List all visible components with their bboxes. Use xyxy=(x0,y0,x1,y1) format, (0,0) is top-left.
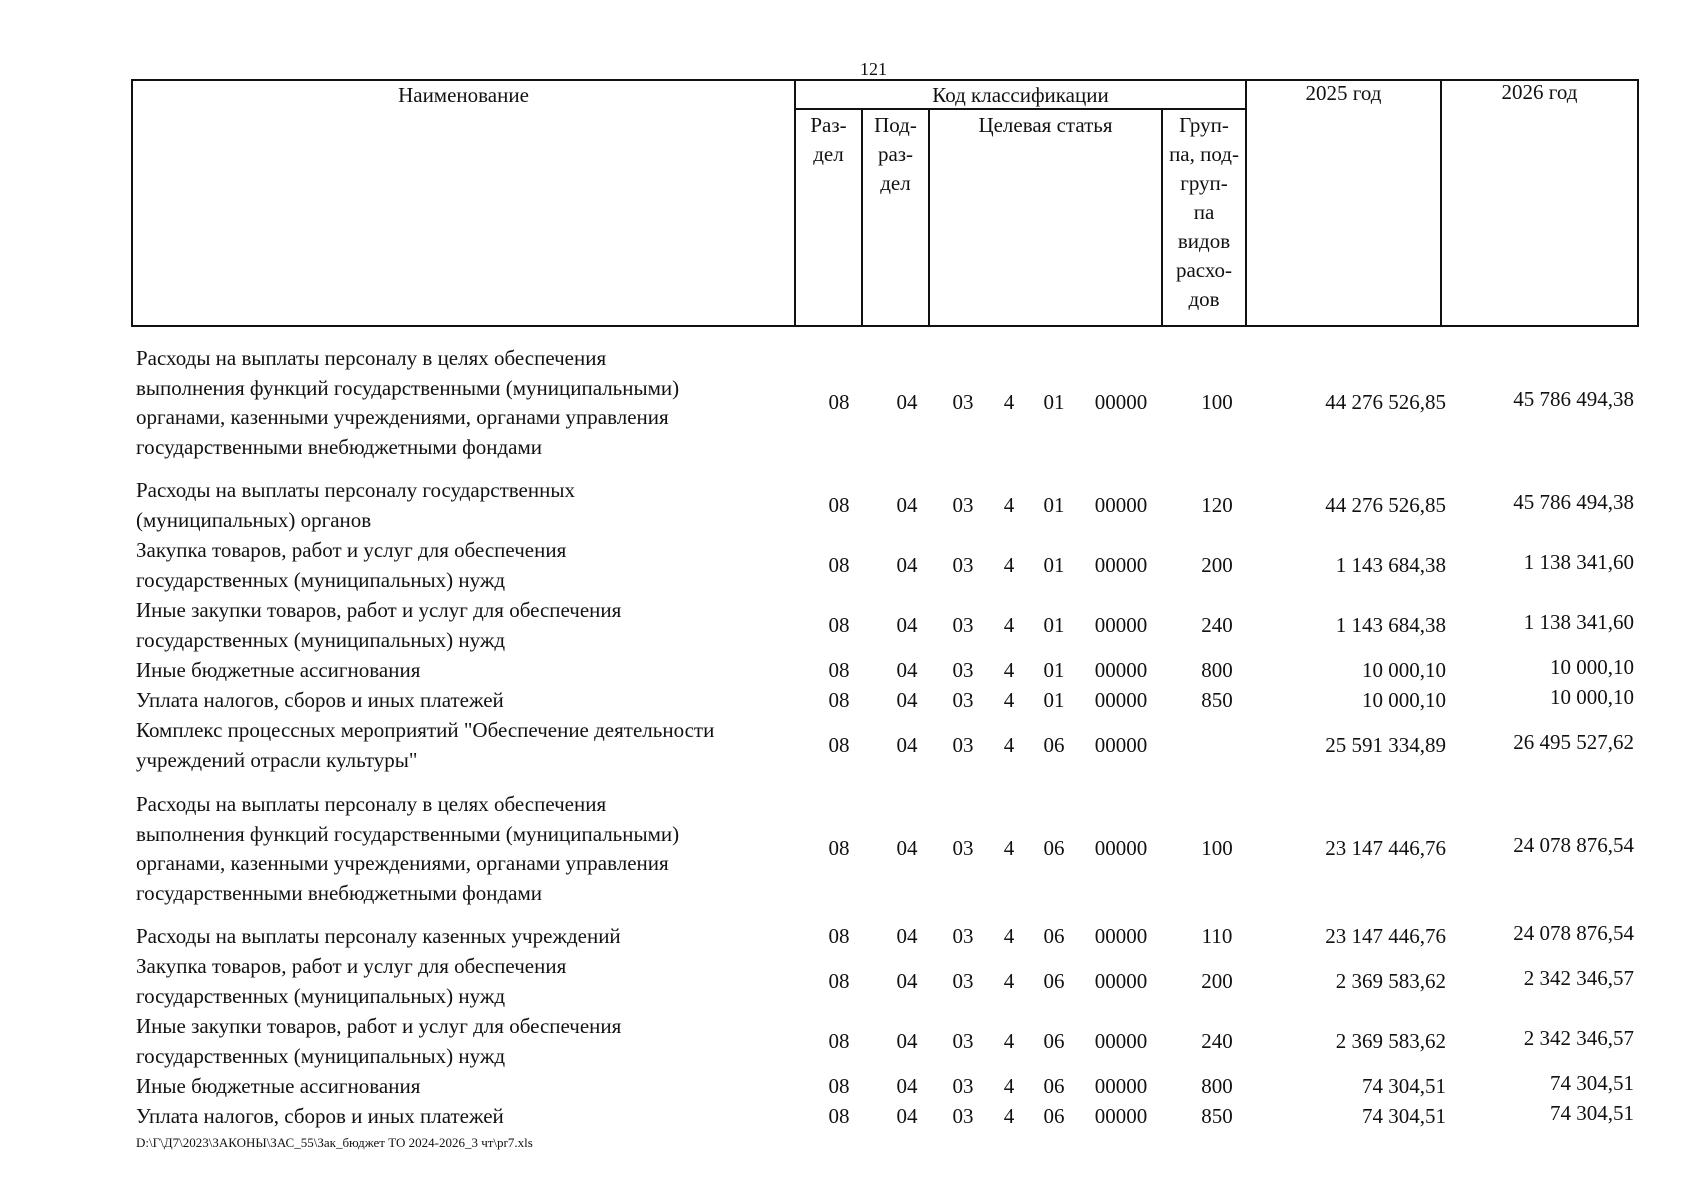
row-name xyxy=(136,952,796,1011)
divider xyxy=(928,109,930,325)
code-t3: 01 xyxy=(1043,612,1065,637)
code-t4: 00000 xyxy=(1094,836,1148,860)
row-name-line: Комплекс процессных мероприятий "Обеспечение деятельности xyxy=(136,718,715,742)
table-row xyxy=(136,922,1640,952)
code-t3: 06 xyxy=(1043,732,1065,757)
row-name xyxy=(136,344,796,462)
code-r: 08 xyxy=(828,390,850,414)
row-name-line: Расходы на выплаты персоналу казенных учреждений xyxy=(136,924,621,948)
header-podrazdel-line: дел xyxy=(880,171,911,195)
row-name-line: (муниципальных) органов xyxy=(136,507,372,532)
code-t1: 03 xyxy=(952,1103,974,1128)
row-name xyxy=(136,686,796,716)
row-name-line: государственными внебюджетными фондами xyxy=(136,434,543,459)
code-r: 08 xyxy=(828,836,850,860)
row-name-line: Расходы на выплаты персоналу государственных xyxy=(136,478,575,502)
code-t3: 01 xyxy=(1043,657,1065,682)
code-p: 04 xyxy=(896,923,918,948)
code-t1: 03 xyxy=(952,1073,974,1098)
amount-2025: 23 147 446,76 xyxy=(1325,836,1446,860)
code-t2: 4 xyxy=(1003,390,1015,414)
code-t1: 03 xyxy=(952,836,974,860)
row-name-line: Иные закупки товаров, работ и услуг для обеспечения xyxy=(136,1014,622,1038)
amount-2025: 2 369 583,62 xyxy=(1335,968,1446,993)
row-name xyxy=(136,596,796,655)
row-name-line: Уплата налогов, сборов и иных платежей xyxy=(136,1104,504,1128)
row-name-line: органами, казенными учреждениями, органами управления xyxy=(136,851,669,875)
code-p: 04 xyxy=(896,657,918,682)
amount-2026: 2 342 346,57 xyxy=(1523,965,1634,990)
code-p: 04 xyxy=(896,1073,918,1098)
code-t2: 4 xyxy=(1003,836,1015,860)
code-t2: 4 xyxy=(1003,732,1015,757)
code-t1: 03 xyxy=(952,1028,974,1053)
row-name xyxy=(136,1012,796,1071)
code-t4: 00000 xyxy=(1094,552,1148,577)
code-t4: 00000 xyxy=(1094,968,1148,993)
code-t4: 00000 xyxy=(1094,923,1148,948)
table-row xyxy=(136,790,1640,908)
amount-2026: 24 078 876,54 xyxy=(1513,920,1634,945)
row-name-line: государственных (муниципальных) нужд xyxy=(136,567,506,592)
row-name-line: выполнения функций государственными (муниципальными) xyxy=(136,821,680,846)
table-row xyxy=(136,1072,1640,1102)
table-row xyxy=(136,686,1640,716)
code-t1: 03 xyxy=(952,492,974,517)
code-t1: 03 xyxy=(952,687,974,712)
amount-2026: 1 138 341,60 xyxy=(1523,609,1634,634)
row-name xyxy=(136,790,796,908)
table-row xyxy=(136,656,1640,686)
row-name-line: Иные бюджетные ассигнования xyxy=(136,1074,421,1098)
code-r: 08 xyxy=(828,657,850,682)
table-row xyxy=(136,1102,1640,1132)
header-podrazdel xyxy=(863,111,928,198)
header-podrazdel-line: раз- xyxy=(877,142,914,166)
code-r: 08 xyxy=(828,492,850,517)
footer-file-path: D:\Г\Д7\2023\ЗАКОНЫ\ЗАС_55\Зак_бюджет ТО 2024-2026_3 чт\pr7.xls xyxy=(136,1135,533,1150)
row-name-line: государственных (муниципальных) нужд xyxy=(136,983,506,1008)
code-g: 850 xyxy=(1201,1103,1233,1128)
code-t2: 4 xyxy=(1003,687,1015,712)
amount-2026: 74 304,51 xyxy=(1550,1100,1634,1125)
code-r: 08 xyxy=(828,612,850,637)
code-t3: 06 xyxy=(1043,968,1065,993)
code-g: 100 xyxy=(1201,836,1233,860)
header-group-line: па xyxy=(1193,200,1215,224)
row-name-line: Расходы на выплаты персоналу в целях обеспечения xyxy=(136,792,607,816)
code-t2: 4 xyxy=(1003,1103,1015,1128)
row-name-line: государственных (муниципальных) нужд xyxy=(136,1043,506,1068)
header-group-line: расхо- xyxy=(1175,258,1233,282)
amount-2026: 45 786 494,38 xyxy=(1513,387,1634,411)
amount-2026: 24 078 876,54 xyxy=(1513,833,1634,857)
table-row xyxy=(136,596,1640,655)
row-name-line: государственными внебюджетными фондами xyxy=(136,880,543,905)
amount-2025: 23 147 446,76 xyxy=(1325,923,1446,948)
code-t3: 06 xyxy=(1043,1103,1065,1128)
code-t1: 03 xyxy=(952,612,974,637)
code-t1: 03 xyxy=(952,968,974,993)
code-t2: 4 xyxy=(1003,923,1015,948)
code-t3: 06 xyxy=(1043,1073,1065,1098)
table-row xyxy=(136,952,1640,1011)
code-t2: 4 xyxy=(1003,1073,1015,1098)
code-p: 04 xyxy=(896,732,918,757)
header-razdel xyxy=(796,111,861,169)
code-t2: 4 xyxy=(1003,968,1015,993)
code-t4: 00000 xyxy=(1094,657,1148,682)
amount-2026: 1 138 341,60 xyxy=(1523,549,1634,574)
code-g: 800 xyxy=(1201,1073,1233,1098)
table-row xyxy=(136,716,1640,775)
code-g: 240 xyxy=(1201,1028,1233,1053)
code-t2: 4 xyxy=(1003,552,1015,577)
code-t1: 03 xyxy=(952,923,974,948)
amount-2025: 1 143 684,38 xyxy=(1335,552,1446,577)
code-t1: 03 xyxy=(952,657,974,682)
amount-2025: 44 276 526,85 xyxy=(1325,492,1446,517)
amount-2025: 10 000,10 xyxy=(1362,687,1446,712)
amount-2026: 10 000,10 xyxy=(1550,684,1634,709)
code-t3: 06 xyxy=(1043,923,1065,948)
code-p: 04 xyxy=(896,612,918,637)
code-t2: 4 xyxy=(1003,1028,1015,1053)
code-t4: 00000 xyxy=(1094,492,1148,517)
code-t2: 4 xyxy=(1003,657,1015,682)
divider xyxy=(1245,81,1247,325)
code-r: 08 xyxy=(828,687,850,712)
amount-2026: 74 304,51 xyxy=(1550,1070,1634,1095)
amount-2025: 1 143 684,38 xyxy=(1335,612,1446,637)
row-name-line: учреждений отрасли культуры" xyxy=(136,747,418,772)
code-t1: 03 xyxy=(952,390,974,414)
code-p: 04 xyxy=(896,390,918,414)
code-t4: 00000 xyxy=(1094,1028,1148,1053)
code-p: 04 xyxy=(896,492,918,517)
amount-2026: 26 495 527,62 xyxy=(1513,729,1634,754)
code-p: 04 xyxy=(896,687,918,712)
amount-2025: 74 304,51 xyxy=(1362,1103,1446,1128)
code-r: 08 xyxy=(828,552,850,577)
header-target: Целевая статья xyxy=(978,113,1113,137)
code-g: 110 xyxy=(1201,923,1233,948)
row-name-line: Иные бюджетные ассигнования xyxy=(136,658,421,682)
code-t3: 01 xyxy=(1043,687,1065,712)
amount-2025: 44 276 526,85 xyxy=(1325,390,1446,414)
table-row xyxy=(136,344,1640,462)
header-razdel-line: дел xyxy=(813,142,844,166)
code-t4: 00000 xyxy=(1094,612,1148,637)
header-year-2026: 2026 год xyxy=(1501,80,1578,104)
code-g: 800 xyxy=(1201,657,1233,682)
row-name xyxy=(136,1102,796,1132)
header-group xyxy=(1163,111,1245,314)
row-name xyxy=(136,922,796,952)
header-classification: Код классификации xyxy=(932,83,1109,107)
code-t3: 06 xyxy=(1043,1028,1065,1053)
code-g: 120 xyxy=(1201,492,1233,517)
header-year-2025: 2025 год xyxy=(1305,81,1382,105)
code-r: 08 xyxy=(828,1103,850,1128)
code-g: 240 xyxy=(1201,612,1233,637)
row-name-line: Расходы на выплаты персоналу в целях обеспечения xyxy=(136,346,607,370)
code-r: 08 xyxy=(828,732,850,757)
table-row xyxy=(136,536,1640,595)
header-name: Наименование xyxy=(398,83,529,107)
code-t1: 03 xyxy=(952,732,974,757)
code-t3: 06 xyxy=(1043,836,1065,860)
amount-2025: 74 304,51 xyxy=(1362,1073,1446,1098)
code-t4: 00000 xyxy=(1094,732,1148,757)
code-r: 08 xyxy=(828,1028,850,1053)
table-header xyxy=(131,79,1639,327)
amount-2026: 45 786 494,38 xyxy=(1513,489,1634,514)
code-t4: 00000 xyxy=(1094,687,1148,712)
amount-2025: 25 591 334,89 xyxy=(1325,732,1446,757)
header-group-line: Груп- xyxy=(1179,113,1229,137)
divider xyxy=(1440,81,1442,325)
code-g: 100 xyxy=(1201,390,1233,414)
code-p: 04 xyxy=(896,1103,918,1128)
code-t2: 4 xyxy=(1003,612,1015,637)
code-p: 04 xyxy=(896,1028,918,1053)
amount-2025: 2 369 583,62 xyxy=(1335,1028,1446,1053)
code-t2: 4 xyxy=(1003,492,1015,517)
row-name-line: выполнения функций государственными (муниципальными) xyxy=(136,375,680,400)
code-g: 850 xyxy=(1201,687,1233,712)
table-row xyxy=(136,476,1640,535)
code-p: 04 xyxy=(896,836,918,860)
row-name xyxy=(136,716,796,775)
page-number: 121 xyxy=(860,59,887,79)
row-name xyxy=(136,656,796,686)
code-t1: 03 xyxy=(952,552,974,577)
code-p: 04 xyxy=(896,552,918,577)
code-t3: 01 xyxy=(1043,492,1065,517)
row-name xyxy=(136,476,796,535)
header-razdel-line: Раз- xyxy=(810,113,847,137)
code-t4: 00000 xyxy=(1094,1073,1148,1098)
table-row xyxy=(136,1012,1640,1071)
amount-2025: 10 000,10 xyxy=(1362,657,1446,682)
row-name-line: Закупка товаров, работ и услуг для обеспечения xyxy=(136,954,567,978)
row-name xyxy=(136,536,796,595)
header-podrazdel-line: Под- xyxy=(874,113,917,137)
row-name-line: органами, казенными учреждениями, органами управления xyxy=(136,405,669,429)
code-g: 200 xyxy=(1201,968,1233,993)
code-r: 08 xyxy=(828,1073,850,1098)
code-t3: 01 xyxy=(1043,390,1065,414)
amount-2026: 2 342 346,57 xyxy=(1523,1025,1634,1050)
code-t4: 00000 xyxy=(1094,390,1148,414)
row-name-line: Иные закупки товаров, работ и услуг для обеспечения xyxy=(136,598,622,622)
header-group-line: груп- xyxy=(1180,171,1228,195)
row-name-line: Уплата налогов, сборов и иных платежей xyxy=(136,688,504,712)
row-name-line: государственных (муниципальных) нужд xyxy=(136,627,506,652)
code-p: 04 xyxy=(896,968,918,993)
code-r: 08 xyxy=(828,968,850,993)
amount-2026: 10 000,10 xyxy=(1550,654,1634,679)
code-r: 08 xyxy=(828,923,850,948)
row-name xyxy=(136,1072,796,1102)
code-g: 200 xyxy=(1201,552,1233,577)
code-t3: 01 xyxy=(1043,552,1065,577)
header-group-line: видов xyxy=(1177,229,1231,253)
header-group-line: па, под- xyxy=(1169,142,1239,166)
header-group-line: дов xyxy=(1188,287,1220,311)
code-t4: 00000 xyxy=(1094,1103,1148,1128)
row-name-line: Закупка товаров, работ и услуг для обеспечения xyxy=(136,538,567,562)
